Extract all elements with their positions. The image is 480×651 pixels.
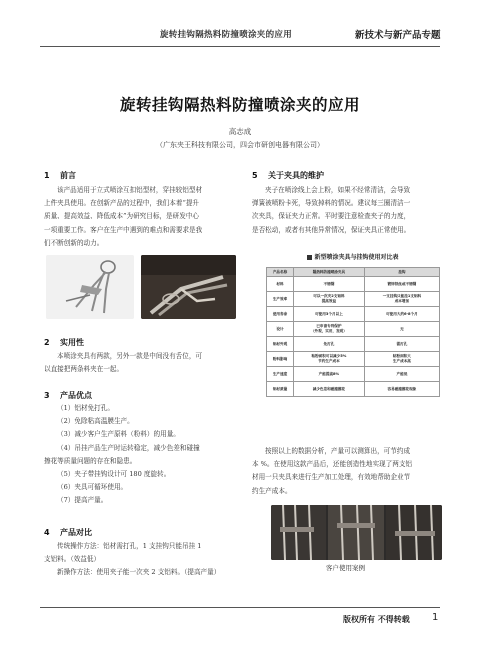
table-row-label: 材料 [267,277,294,292]
text-line: 夹子在喷涂线上会上粉，如果不经常清洁，会导致 [265,186,411,194]
text-line: 次夹具，保证夹力正常。平时要注意检查夹子的力度， [252,212,411,221]
article-title: 旋转挂钩隔热料防撞喷涂夹的应用 [119,96,360,114]
product-photo-clip [46,255,134,319]
text-line: 支铝料。（效益低） [44,555,101,564]
text-line: 以直接把两条料夹在一起。 [44,365,124,374]
table-header-row [267,268,440,277]
table-row [267,322,440,337]
section-4-heading [44,527,92,538]
table-row [267,352,440,367]
list-item: （3）减少客户生产原料（粉料）的用量。 [57,430,180,439]
table-cell: 一支挂钩只能挂1支铝料 成本增加 [364,292,439,307]
table-cell: 无 [364,322,439,337]
table-row [267,337,440,352]
text-line: 一项重要工作。客户在生产中遇到的难点和需要求是我 [44,225,203,234]
table-cell: 隔热料防撞喷涂夹具 [294,268,365,277]
section-title: 实用性 [60,338,84,347]
text-line: 按照以上的数据分析，产量可以测算出，可节约成 [265,447,411,455]
table-cell: 粘粉面积大 生产成本高 [364,352,439,367]
square-bullet-icon [307,255,312,260]
table-row-label: 生产速度 [267,367,294,382]
comparison-table [266,252,440,397]
section-5-body [252,184,442,237]
table-row [267,307,440,322]
text-line: 材用一只夹具来进行生产加工处理，有效地帮助企业节 [252,473,411,482]
table-cell: 可使用3个月以上 [294,307,365,322]
section-3-heading [44,390,92,401]
section-1-body [44,184,240,250]
table-cell: 产能低 [364,367,439,382]
text-line: 新操作方法：使用夹子能一次夹 2 支铝料。（提高产量） [57,568,221,577]
section-title: 前言 [60,171,76,180]
text-line: 本 %。在使用这款产品后，还能创造性地实现了两支铝 [252,460,413,469]
text-line: 约生产成本。 [252,486,292,495]
product-photo-clip-closeup [141,255,236,319]
list-item: （1）铝材免打孔。 [57,404,114,412]
table-row-label: 铝材质量 [267,382,294,397]
table-cell: 免打孔 [294,337,365,352]
running-title: 旋转挂钩隔热料防撞喷涂夹的应用 [160,30,293,40]
table-row-label: 生产效率 [267,292,294,307]
list-item: （6）夹具可循环使用。 [57,483,128,492]
list-item: （2）免除粘高温膜生产。 [57,417,134,426]
section-title: 产品对比 [60,528,92,537]
table-cell: 粘粉面积可以减少5% 节约生产成本 [294,352,365,367]
section-2-body [44,350,240,376]
section-2-heading [44,337,84,348]
article-affiliation: （广东夹王科技有限公司，四会市研创电器有限公司） [156,141,324,149]
table-row-label: 粉料影响 [267,352,294,367]
list-item: 擦花等质量问题的存在和隐患。 [44,456,137,465]
section-title: 产品优点 [60,391,92,400]
section-number: 5 [252,171,258,180]
list-item: （4）吊挂产品生产时运转稳定，减少色差和碰撞 [57,443,200,452]
table-cell: 已申请专利保护 （外观，实用，发明） [294,322,365,337]
table-row-label: 设计 [267,322,294,337]
column-name: 新技术与新产品专题 [355,30,441,41]
header-rule [40,46,440,47]
section-4-body [44,540,244,580]
section-5-heading [252,170,324,181]
table-cell: 不锈钢 [294,277,365,292]
table-cell: 挂钩 [364,268,439,277]
page-number: 1 [432,612,439,623]
table-row [267,292,440,307]
table-cell: 可使用大约6-8个月 [364,307,439,322]
table-cell: 需打孔 [364,337,439,352]
case-caption: 客户使用案例 [326,564,365,572]
copyright-notice: 版权所有 不得转载 [343,614,410,624]
section-1-heading [44,170,76,181]
table-row [267,382,440,397]
table-cell: 产能提高8% [294,367,365,382]
text-line: 该产品适用于立式喷涂互扣铝型材，穿挂较铝型材 [57,186,203,194]
text-line: 质量、提高效益、降低成本”为研究目标，是研发中心 [44,212,200,221]
section-number: 3 [44,391,50,400]
section-3-list [44,402,240,508]
table-row [267,277,440,292]
table-row-label: 使用寿命 [267,307,294,322]
list-item: （5）夹子带挂钩设计可 180 度旋转。 [57,470,171,479]
table-cell: 减少色差和碰撞擦花 [294,382,365,397]
table-cell: 镀锌铁丝或不锈钢 [364,277,439,292]
text-line: 们不断创新的动力。 [44,238,104,247]
section-number: 1 [44,171,50,180]
section-number: 4 [44,528,50,537]
list-item: （7）提高产量。 [57,496,108,505]
text-line: 本喷涂夹具有两款，另外一款是中间没有舌位，可 [57,352,203,360]
customer-case-photo [271,505,442,560]
section-number: 2 [44,338,50,347]
table-cell: 容易碰撞擦花现象 [364,382,439,397]
analysis-body [252,445,442,498]
comparison-grid [266,267,440,397]
text-line: 弹簧被喷粉卡死，导致掉料的情况。建议每三圈清洁一 [252,199,411,208]
table-row [267,367,440,382]
table-title [266,252,440,261]
table-title-text: 新型喷涂夹具与挂钩使用对比表 [314,254,399,261]
text-line: 是否松动，或者有其他异常情况，保证夹具正常使用。 [252,225,411,234]
text-line: 上件夹具使用。在创新产品的过程中，我们本着“提升 [44,199,200,208]
article-author: 高志成 [228,127,252,136]
text-line: 传统操作方法：铝材需打孔，1 支挂钩只能吊挂 1 [57,542,202,550]
table-row-label: 铝材外观 [267,337,294,352]
section-title: 关于夹具的维护 [268,171,324,180]
table-row-label: 产品名称 [267,268,294,277]
footer-rule [40,607,440,608]
table-cell: 可以一次夹2支铝料 提高效益 [294,292,365,307]
